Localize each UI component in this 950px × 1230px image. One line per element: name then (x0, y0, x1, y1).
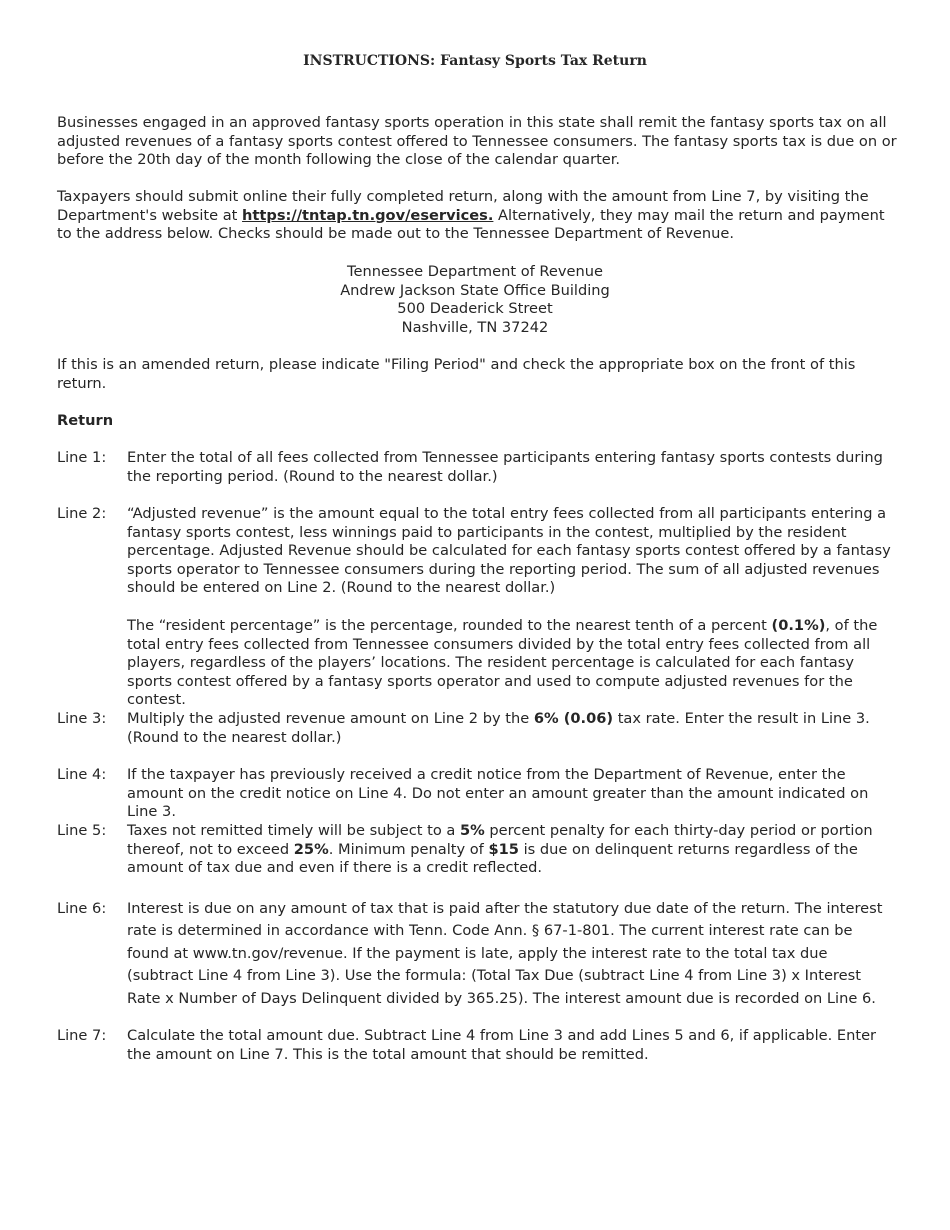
resident-percentage-value: (0.1%) (771, 617, 826, 634)
penalty-max-value: 25% (293, 840, 329, 858)
section-heading-return: Return (57, 412, 114, 429)
address-line: Tennessee Department of Revenue (347, 263, 603, 280)
line-3-text-before: Multiply the adjusted revenue amount on Line 2 by the (127, 710, 534, 727)
resident-text-before: The “resident percentage” is the percentage, rounded to the nearest tenth of a percent (127, 617, 772, 634)
line-6-label: Line 6: (57, 900, 107, 917)
penalty-rate-value: 5% (459, 822, 485, 839)
tax-rate-value: 6% (0.06) (533, 710, 614, 727)
line-7-instructions: Calculate the total amount due. Subtract Line 4 from Line 3 and add Lines 5 and 6, if applicable. Enter the amount on Line 7. This is the total amount that should be remitted. (127, 1027, 877, 1063)
line-5-text: Taxes not remitted timely will be subject to a (127, 822, 460, 839)
address-line: 500 Deaderick Street (397, 300, 553, 317)
line-5-text: percent penalty for each thirty-day period or portion thereof, not to exceed (127, 822, 873, 858)
submission-text-after: Alternatively, they may mail the return and payment to the address below. Checks should be made out to the Tennessee Department of Revenue. (57, 206, 885, 242)
line-3-label: Line 3: (57, 710, 107, 727)
line-7-label: Line 7: (57, 1027, 107, 1044)
line-3-instructions (127, 710, 897, 747)
line-1-label: Line 1: (57, 449, 107, 466)
line-4-instructions: If the taxpayer has previously received a credit notice from the Department of Revenue, enter the amount on the credit notice on Line 4. Do not enter an amount greater than the amount indicated on Line 3. (127, 766, 869, 820)
eservices-link[interactable]: https://tntap.tn.gov/eservices. (242, 206, 494, 224)
line-4-label: Line 4: (57, 766, 107, 783)
resident-text-after: , of the total entry fees collected from Tennessee consumers divided by the total entry fees collected from all players, regardless of the players’ locations. The resident percentage is calculated for each fantasy sports contest offered by a fantasy sports operator and used to compute adjusted revenues for the contest. (127, 617, 878, 708)
address-line: Nashville, TN 37242 (401, 318, 549, 336)
line-1-instructions: Enter the total of all fees collected from Tennessee participants entering fantasy sports contests during the reporting period. (Round to the nearest dollar.) (127, 449, 883, 485)
intro-paragraph-due-date: Businesses engaged in an approved fantasy sports operation in this state shall remit the fantasy sports tax on all adjusted revenues of a fantasy sports contest offered to Tennessee consumers. The fantasy sports tax is due on or before the 20th day of the month following the close of the calendar quarter. (57, 114, 897, 168)
line-3-text-after: tax rate. Enter the result in Line 3. (Round to the nearest dollar.) (127, 710, 870, 746)
submission-text-before: Taxpayers should submit online their fully completed return, along with the amount from Line 7, by visiting the Department's website at (57, 188, 869, 224)
line-5-label: Line 5: (57, 822, 107, 839)
mailing-address (0, 263, 950, 337)
minimum-penalty-value: $15 (488, 840, 519, 858)
line-2-label: Line 2: (57, 505, 107, 522)
address-line: Andrew Jackson State Office Building (340, 281, 610, 299)
page-title: INSTRUCTIONS: Fantasy Sports Tax Return (303, 53, 647, 69)
line-5-text: . Minimum penalty of (328, 840, 489, 858)
line-2-instructions: “Adjusted revenue” is the amount equal to the total entry fees collected from all participants entering a fantasy sports contest, less winnings paid to participants in the contest, multiplied by the resident percentage. Adjusted Revenue should be calculated for each fantasy sports contest offered by a fantasy sports operator to Tennessee consumers during the reporting period. The sum of all adjusted revenues should be entered on Line 2. (Round to the nearest dollar.) (127, 505, 891, 596)
line-5-instructions (127, 822, 897, 878)
line-5-text: is due on delinquent returns regardless of the amount of tax due and even if there is a credit reflected. (127, 840, 858, 876)
line-2-resident-percentage (127, 617, 897, 710)
line-6-instructions: Interest is due on any amount of tax that is paid after the statutory due date of the return. The interest rate is determined in accordance with Tenn. Code Ann. § 67-1-801. The current interest rate can be found at www.tn.gov/revenue. If the payment is late, apply the interest rate to the total tax due (subtract Line 4 from Line 3). Use the formula: (Total Tax Due (subtract Line 4 from Line 3) x Interest Rate x Number of Days Delinquent divided by 365.25). The interest amount due is recorded on Line 6. (127, 900, 883, 1007)
amended-return-note: If this is an amended return, please indicate "Filing Period" and check the appropriate box on the front of this return. (57, 356, 856, 392)
intro-paragraph-submission (57, 188, 897, 244)
